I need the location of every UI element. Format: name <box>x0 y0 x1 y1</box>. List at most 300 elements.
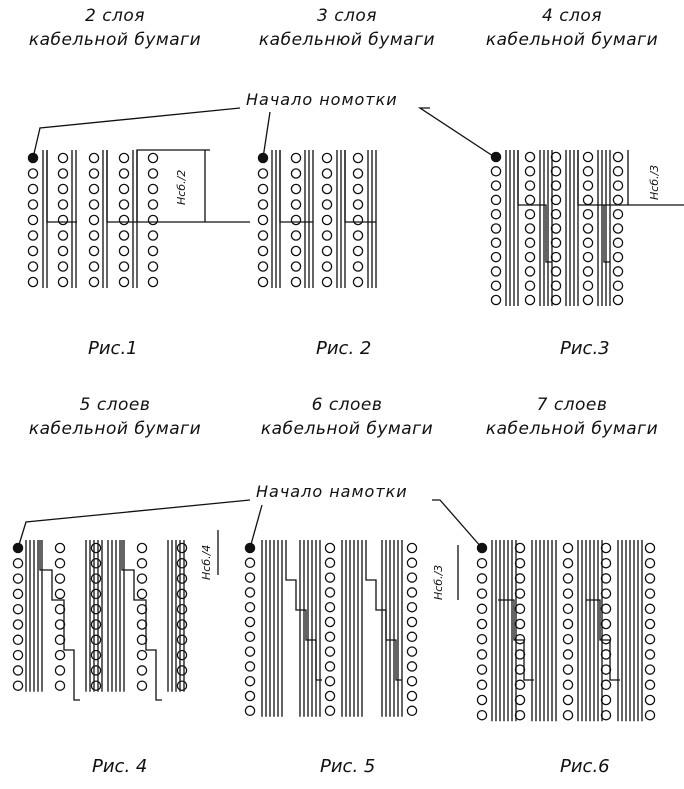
fig3-coil-column-turn <box>551 267 560 276</box>
fig6-coil-column-turn <box>563 650 572 659</box>
fig5-coil-column-turn <box>325 662 334 671</box>
fig1-coil-column-turn <box>148 246 157 255</box>
fig3-coil-column-turn <box>491 210 500 219</box>
fig6-coil-column-turn <box>645 574 654 583</box>
fig1-layers-count: 2 слоя <box>84 6 146 26</box>
fig2-coil-column-turn <box>353 169 362 178</box>
fig6-coil-column-turn <box>515 650 524 659</box>
fig2-paper-label: кабельнюй бумаги <box>258 30 436 50</box>
fig6-coil-column-turn <box>645 680 654 689</box>
fig3-coil-column-turn <box>491 295 500 304</box>
fig4-coil-column-turn <box>13 620 22 629</box>
fig5-coil-column-turn <box>325 617 334 626</box>
fig4-coil-column-turn <box>137 635 146 644</box>
fig6-coil-column-turn <box>601 559 610 568</box>
fig3-coil-column-turn <box>583 181 592 190</box>
fig2-coil-column-turn <box>291 200 300 209</box>
fig3-coil-column-turn <box>551 281 560 290</box>
fig5-coil-column-turn <box>245 617 254 626</box>
fig4-paper-label: кабельной бумаги <box>28 419 202 439</box>
fig2-coil-column-turn <box>322 246 331 255</box>
fig5-coil-column-turn <box>325 647 334 656</box>
fig5-coil-column-turn <box>407 588 416 597</box>
fig6-coil-column-turn <box>563 695 572 704</box>
fig4-coil-column-turn <box>177 605 186 614</box>
fig6-coil-column-turn <box>563 665 572 674</box>
fig5-coil-column-turn <box>245 588 254 597</box>
fig6-coil-column-turn <box>601 635 610 644</box>
fig6-coil-column-turn <box>563 635 572 644</box>
fig6-coil-column-turn <box>515 559 524 568</box>
fig5-coil-column-turn <box>245 632 254 641</box>
fig3-coil-column-turn <box>525 281 534 290</box>
fig2-coil-column-turn <box>353 200 362 209</box>
fig2-coil-column-turn <box>258 215 267 224</box>
fig6-coil-column-turn <box>477 680 486 689</box>
fig1-coil-column-turn <box>89 246 98 255</box>
fig3-paper-label: кабельной бумаги <box>485 30 659 50</box>
fig1-coil-column-turn <box>148 200 157 209</box>
fig6-coil-column-turn <box>477 619 486 628</box>
fig5-coil-column-turn <box>407 677 416 686</box>
fig4-coil-column-turn <box>137 574 146 583</box>
winding-start-leader <box>420 108 496 158</box>
fig5-paper-label: кабельной бумаги <box>260 419 434 439</box>
fig6-coil-column-turn <box>515 543 524 552</box>
fig4-coil-column-turn <box>137 589 146 598</box>
fig1-coil-column-turn <box>119 169 128 178</box>
fig6-coil-column-turn <box>515 574 524 583</box>
fig4-dimension-label: Нсб./4 <box>200 544 213 580</box>
fig3-coil-column-turn <box>583 224 592 233</box>
fig1-coil-column-turn <box>89 200 98 209</box>
fig5-dimension-label: Нсб./3 <box>432 564 445 600</box>
fig3-coil-column-turn <box>551 152 560 161</box>
fig5-coil-column-turn <box>325 632 334 641</box>
fig6-coil-column-turn <box>601 695 610 704</box>
fig2-coil-column-turn <box>322 277 331 286</box>
fig3-coil-column-turn <box>551 167 560 176</box>
fig4-coil-column-turn <box>177 681 186 690</box>
fig5-coil-column-turn <box>325 543 334 552</box>
fig3-coil-column-turn <box>583 210 592 219</box>
fig4-coil-column-turn <box>177 543 186 552</box>
fig3-coil-column-turn <box>613 281 622 290</box>
fig2-coil-column-turn <box>291 153 300 162</box>
fig3-coil-column-turn <box>583 253 592 262</box>
fig1-coil-column-turn <box>148 153 157 162</box>
fig1-coil-column-turn <box>119 215 128 224</box>
fig5-coil-column-turn <box>245 647 254 656</box>
fig3-coil-column-turn <box>525 295 534 304</box>
fig5-coil-column-turn <box>325 573 334 582</box>
fig5-coil-column-turn <box>407 617 416 626</box>
fig5-coil-column-turn <box>325 588 334 597</box>
fig6-coil-column-turn <box>515 711 524 720</box>
fig3-coil-column-turn <box>583 195 592 204</box>
fig4-coil-column-turn <box>91 666 100 675</box>
fig1-coil-column-turn <box>89 184 98 193</box>
fig1-coil-column-turn <box>28 215 37 224</box>
fig1-coil-column-turn <box>58 200 67 209</box>
fig6-coil-column-turn <box>477 635 486 644</box>
fig5-coil-column-turn <box>407 603 416 612</box>
fig6-coil-column-turn <box>477 574 486 583</box>
fig3-coil-column-turn <box>551 210 560 219</box>
fig2-coil-column-turn <box>322 231 331 240</box>
fig6-coil-column-turn <box>515 619 524 628</box>
fig6-coil-column-turn <box>645 650 654 659</box>
fig1-coil-column-turn <box>148 215 157 224</box>
fig2-coil-column-turn <box>353 215 362 224</box>
fig5-step-line <box>366 540 402 680</box>
fig5-coil-column-turn <box>245 677 254 686</box>
fig5-coil-column-turn <box>245 558 254 567</box>
fig5-coil-column-turn <box>245 706 254 715</box>
fig4-coil-column-turn <box>55 559 64 568</box>
fig6-coil-column-turn <box>601 574 610 583</box>
fig4-coil-column-turn <box>55 543 64 552</box>
fig4-coil-column-turn <box>13 635 22 644</box>
fig6-coil-column-turn <box>645 665 654 674</box>
fig6-coil-column-turn <box>601 680 610 689</box>
fig6-coil-column-turn <box>477 665 486 674</box>
fig2-coil-column-turn <box>291 184 300 193</box>
fig2-coil-column-turn <box>322 215 331 224</box>
fig6-coil-column-turn <box>601 589 610 598</box>
fig6-coil-column-turn <box>645 589 654 598</box>
fig6-paper-label: кабельной бумаги <box>485 419 659 439</box>
fig4-coil-column-turn <box>137 681 146 690</box>
fig3-coil-column-turn <box>613 152 622 161</box>
fig1-caption: Рис.1 <box>88 338 138 359</box>
fig1-coil-column-turn <box>89 215 98 224</box>
fig3-coil-column-turn <box>491 195 500 204</box>
fig6-coil-column-turn <box>515 695 524 704</box>
fig4-coil-column-turn <box>55 620 64 629</box>
fig6-coil-column-turn <box>477 559 486 568</box>
fig5-coil-column-turn <box>407 573 416 582</box>
fig4-coil-column-turn <box>91 559 100 568</box>
fig4-coil-column-turn <box>13 666 22 675</box>
fig3-coil-column-turn <box>613 253 622 262</box>
fig2-coil-column-turn <box>291 277 300 286</box>
fig5-coil-column-turn <box>407 662 416 671</box>
fig4-coil-column-turn <box>13 681 22 690</box>
fig4-coil-column-turn <box>177 559 186 568</box>
fig3-coil-column-turn <box>613 195 622 204</box>
fig5-coil-column-turn <box>325 706 334 715</box>
fig4-coil-column-turn <box>177 666 186 675</box>
fig6-coil-column-turn <box>515 665 524 674</box>
fig1-coil-column-turn <box>148 262 157 271</box>
fig3-step-line <box>578 150 610 262</box>
fig1-coil-column-turn <box>119 246 128 255</box>
fig3-coil-column-turn <box>551 195 560 204</box>
fig3-coil-column-turn <box>613 295 622 304</box>
fig4-coil-column-turn <box>137 543 146 552</box>
fig6-coil-column-turn <box>601 543 610 552</box>
fig4-coil-column-turn <box>13 559 22 568</box>
fig1-coil-column-turn <box>28 200 37 209</box>
fig6-coil-column-turn <box>563 559 572 568</box>
fig5-coil-column-turn <box>407 632 416 641</box>
fig3-coil-column-turn <box>583 267 592 276</box>
fig4-coil-column-turn <box>13 574 22 583</box>
fig1-paper-label: кабельной бумаги <box>28 30 202 50</box>
fig3-coil-column-turn <box>613 181 622 190</box>
winding-start-leader <box>432 500 482 548</box>
fig4-coil-column-turn <box>55 605 64 614</box>
fig6-coil-column-turn <box>563 604 572 613</box>
fig4-coil-column-turn <box>13 651 22 660</box>
fig5-coil-column-turn <box>325 603 334 612</box>
winding-start-label-bottom: Начало намотки <box>256 482 408 501</box>
fig4-coil-column-turn <box>177 589 186 598</box>
fig1-coil-column-turn <box>148 169 157 178</box>
fig1-coil-column-turn <box>58 231 67 240</box>
fig3-coil-column-turn <box>551 295 560 304</box>
winding-start-label-top: Начало номотки <box>246 90 398 109</box>
fig1-coil-column-turn <box>58 246 67 255</box>
fig3-coil-column-turn <box>525 195 534 204</box>
fig6-coil-column-turn <box>515 589 524 598</box>
fig3-coil-column-turn <box>583 167 592 176</box>
fig3-coil-column-turn <box>491 224 500 233</box>
fig3-coil-column-turn <box>525 181 534 190</box>
fig4-coil-column-turn <box>91 605 100 614</box>
winding-start-leader <box>250 505 262 548</box>
fig3-caption: Рис.3 <box>560 338 610 359</box>
fig3-coil-column-turn <box>551 224 560 233</box>
fig3-dimension-label: Нсб./3 <box>648 164 661 200</box>
fig6-coil-column-turn <box>601 665 610 674</box>
fig2-coil-column-turn <box>291 169 300 178</box>
fig1-coil-column-turn <box>119 231 128 240</box>
fig4-coil-column-turn <box>177 620 186 629</box>
fig4-coil-column-turn <box>91 635 100 644</box>
fig4-coil-column-turn <box>91 543 100 552</box>
fig3-coil-column-turn <box>525 267 534 276</box>
fig3-coil-column-turn <box>525 224 534 233</box>
fig5-coil-column-turn <box>245 662 254 671</box>
fig1-coil-column-turn <box>58 169 67 178</box>
fig3-coil-column-turn <box>613 167 622 176</box>
fig1-coil-column-turn <box>28 184 37 193</box>
fig4-coil-column-turn <box>55 651 64 660</box>
fig6-caption: Рис.6 <box>560 756 610 777</box>
fig6-coil-column-turn <box>563 680 572 689</box>
fig4-coil-column-turn <box>13 589 22 598</box>
fig1-coil-column-turn <box>89 231 98 240</box>
fig4-coil-column-turn <box>55 635 64 644</box>
fig6-coil-column-turn <box>563 619 572 628</box>
fig1-coil-column-turn <box>58 215 67 224</box>
fig5-coil-column-turn <box>407 706 416 715</box>
fig6-coil-column-turn <box>477 650 486 659</box>
fig2-coil-column-turn <box>353 277 362 286</box>
fig1-coil-column-turn <box>28 277 37 286</box>
fig4-coil-column-turn <box>91 651 100 660</box>
fig4-coil-column-turn <box>137 666 146 675</box>
fig5-coil-column-turn <box>407 691 416 700</box>
fig3-coil-column-turn <box>491 167 500 176</box>
fig5-coil-column-turn <box>407 543 416 552</box>
fig2-coil-column-turn <box>322 200 331 209</box>
fig2-coil-column-turn <box>353 246 362 255</box>
fig2-coil-column-turn <box>291 262 300 271</box>
fig1-coil-column-turn <box>148 277 157 286</box>
fig3-coil-column-turn <box>551 238 560 247</box>
fig3-coil-column-turn <box>583 152 592 161</box>
fig2-coil-column-turn <box>322 262 331 271</box>
fig6-coil-column-turn <box>601 650 610 659</box>
fig6-coil-column-turn <box>477 589 486 598</box>
fig3-coil-column-turn <box>525 152 534 161</box>
fig3-coil-column-turn <box>613 210 622 219</box>
fig3-coil-column-turn <box>525 167 534 176</box>
fig3-coil-column-turn <box>491 238 500 247</box>
fig5-layers-count: 6 слоев <box>311 395 383 415</box>
fig5-coil-column-turn <box>325 677 334 686</box>
fig6-coil-column-turn <box>645 619 654 628</box>
fig1-coil-column-turn <box>28 231 37 240</box>
fig6-coil-column-turn <box>563 711 572 720</box>
fig4-coil-column-turn <box>177 635 186 644</box>
fig1-coil-column-turn <box>119 184 128 193</box>
fig4-coil-column-turn <box>91 589 100 598</box>
fig6-coil-column-turn <box>477 604 486 613</box>
fig1-coil-column-turn <box>58 153 67 162</box>
fig5-coil-column-turn <box>245 691 254 700</box>
fig2-coil-column-turn <box>322 169 331 178</box>
fig2-coil-column-turn <box>258 246 267 255</box>
fig3-coil-column-turn <box>583 238 592 247</box>
fig6-coil-column-turn <box>515 680 524 689</box>
fig1-coil-column-turn <box>119 277 128 286</box>
fig6-coil-column-turn <box>563 543 572 552</box>
fig3-coil-column-turn <box>613 267 622 276</box>
fig3-coil-column-turn <box>583 295 592 304</box>
fig4-coil-column-turn <box>137 651 146 660</box>
fig6-coil-column-turn <box>601 604 610 613</box>
fig5-caption: Рис. 5 <box>320 756 376 777</box>
fig1-coil-column-turn <box>28 169 37 178</box>
fig3-coil-column-turn <box>491 253 500 262</box>
fig6-layers-count: 7 слоев <box>536 395 608 415</box>
fig4-coil-column-turn <box>55 666 64 675</box>
fig2-coil-column-turn <box>353 262 362 271</box>
fig6-coil-column-turn <box>645 695 654 704</box>
fig6-coil-column-turn <box>515 604 524 613</box>
fig6-coil-column-turn <box>645 635 654 644</box>
fig6-coil-column-turn <box>645 559 654 568</box>
fig4-coil-column-turn <box>137 605 146 614</box>
fig6-coil-column-turn <box>477 711 486 720</box>
fig4-coil-column-turn <box>13 605 22 614</box>
fig2-coil-column-turn <box>258 184 267 193</box>
fig2-coil-column-turn <box>258 277 267 286</box>
fig1-coil-column-turn <box>58 262 67 271</box>
fig4-layers-count: 5 слоев <box>79 395 151 415</box>
fig3-coil-column-turn <box>583 281 592 290</box>
fig5-coil-column-turn <box>245 573 254 582</box>
fig1-coil-column-turn <box>89 153 98 162</box>
fig3-step-line <box>518 150 552 262</box>
fig3-coil-column-turn <box>613 238 622 247</box>
fig1-coil-column-turn <box>28 262 37 271</box>
fig4-coil-column-turn <box>55 574 64 583</box>
fig3-coil-column-start-turn <box>491 152 500 161</box>
fig6-coil-column-turn <box>601 711 610 720</box>
fig4-coil-column-turn <box>55 681 64 690</box>
fig5-coil-column-turn <box>407 647 416 656</box>
fig3-coil-column-turn <box>525 253 534 262</box>
fig1-coil-column-turn <box>89 277 98 286</box>
fig2-coil-column-turn <box>258 262 267 271</box>
fig4-coil-column-turn <box>55 589 64 598</box>
fig6-coil-column-turn <box>563 589 572 598</box>
fig3-coil-column-turn <box>491 181 500 190</box>
fig3-coil-column-turn <box>551 181 560 190</box>
fig2-coil-column-turn <box>291 246 300 255</box>
fig6-coil-column-turn <box>515 635 524 644</box>
fig6-coil-column-turn <box>645 711 654 720</box>
fig2-caption: Рис. 2 <box>316 338 372 359</box>
fig2-coil-column-turn <box>353 153 362 162</box>
fig2-coil-column-turn <box>353 231 362 240</box>
fig1-coil-column-turn <box>89 169 98 178</box>
fig6-coil-column-turn <box>601 619 610 628</box>
fig1-coil-column-turn <box>89 262 98 271</box>
fig3-coil-column-turn <box>551 253 560 262</box>
fig3-coil-column-turn <box>525 238 534 247</box>
fig2-layers-count: 3 слоя <box>316 6 378 26</box>
winding-start-leader <box>263 112 270 158</box>
fig6-coil-column-turn <box>563 574 572 583</box>
fig3-coil-column-turn <box>525 210 534 219</box>
fig3-coil-column-turn <box>613 224 622 233</box>
fig4-coil-column-turn <box>177 574 186 583</box>
fig1-coil-column-turn <box>119 153 128 162</box>
fig1-coil-column-turn <box>119 262 128 271</box>
fig4-coil-column-turn <box>91 574 100 583</box>
fig6-coil-column-turn <box>645 543 654 552</box>
fig1-coil-column-turn <box>148 184 157 193</box>
fig4-coil-column-turn <box>137 620 146 629</box>
fig1-dimension-label: Нсб./2 <box>175 169 188 205</box>
fig2-coil-column-turn <box>322 184 331 193</box>
fig1-coil-column-turn <box>58 277 67 286</box>
fig3-coil-column-turn <box>491 281 500 290</box>
fig2-coil-column-turn <box>322 153 331 162</box>
fig5-coil-column-turn <box>245 603 254 612</box>
fig1-coil-column-turn <box>28 246 37 255</box>
fig2-coil-column-turn <box>353 184 362 193</box>
fig4-caption: Рис. 4 <box>92 756 148 777</box>
fig4-coil-column-turn <box>177 651 186 660</box>
fig2-coil-column-turn <box>258 169 267 178</box>
winding-start-leader <box>18 500 250 548</box>
fig4-coil-column-turn <box>91 620 100 629</box>
fig5-coil-column-turn <box>325 558 334 567</box>
fig6-coil-column-turn <box>477 695 486 704</box>
fig6-coil-column-turn <box>645 604 654 613</box>
fig5-coil-column-turn <box>325 691 334 700</box>
fig2-coil-column-turn <box>291 215 300 224</box>
fig5-coil-column-turn <box>407 558 416 567</box>
fig3-layers-count: 4 слоя <box>541 6 603 26</box>
